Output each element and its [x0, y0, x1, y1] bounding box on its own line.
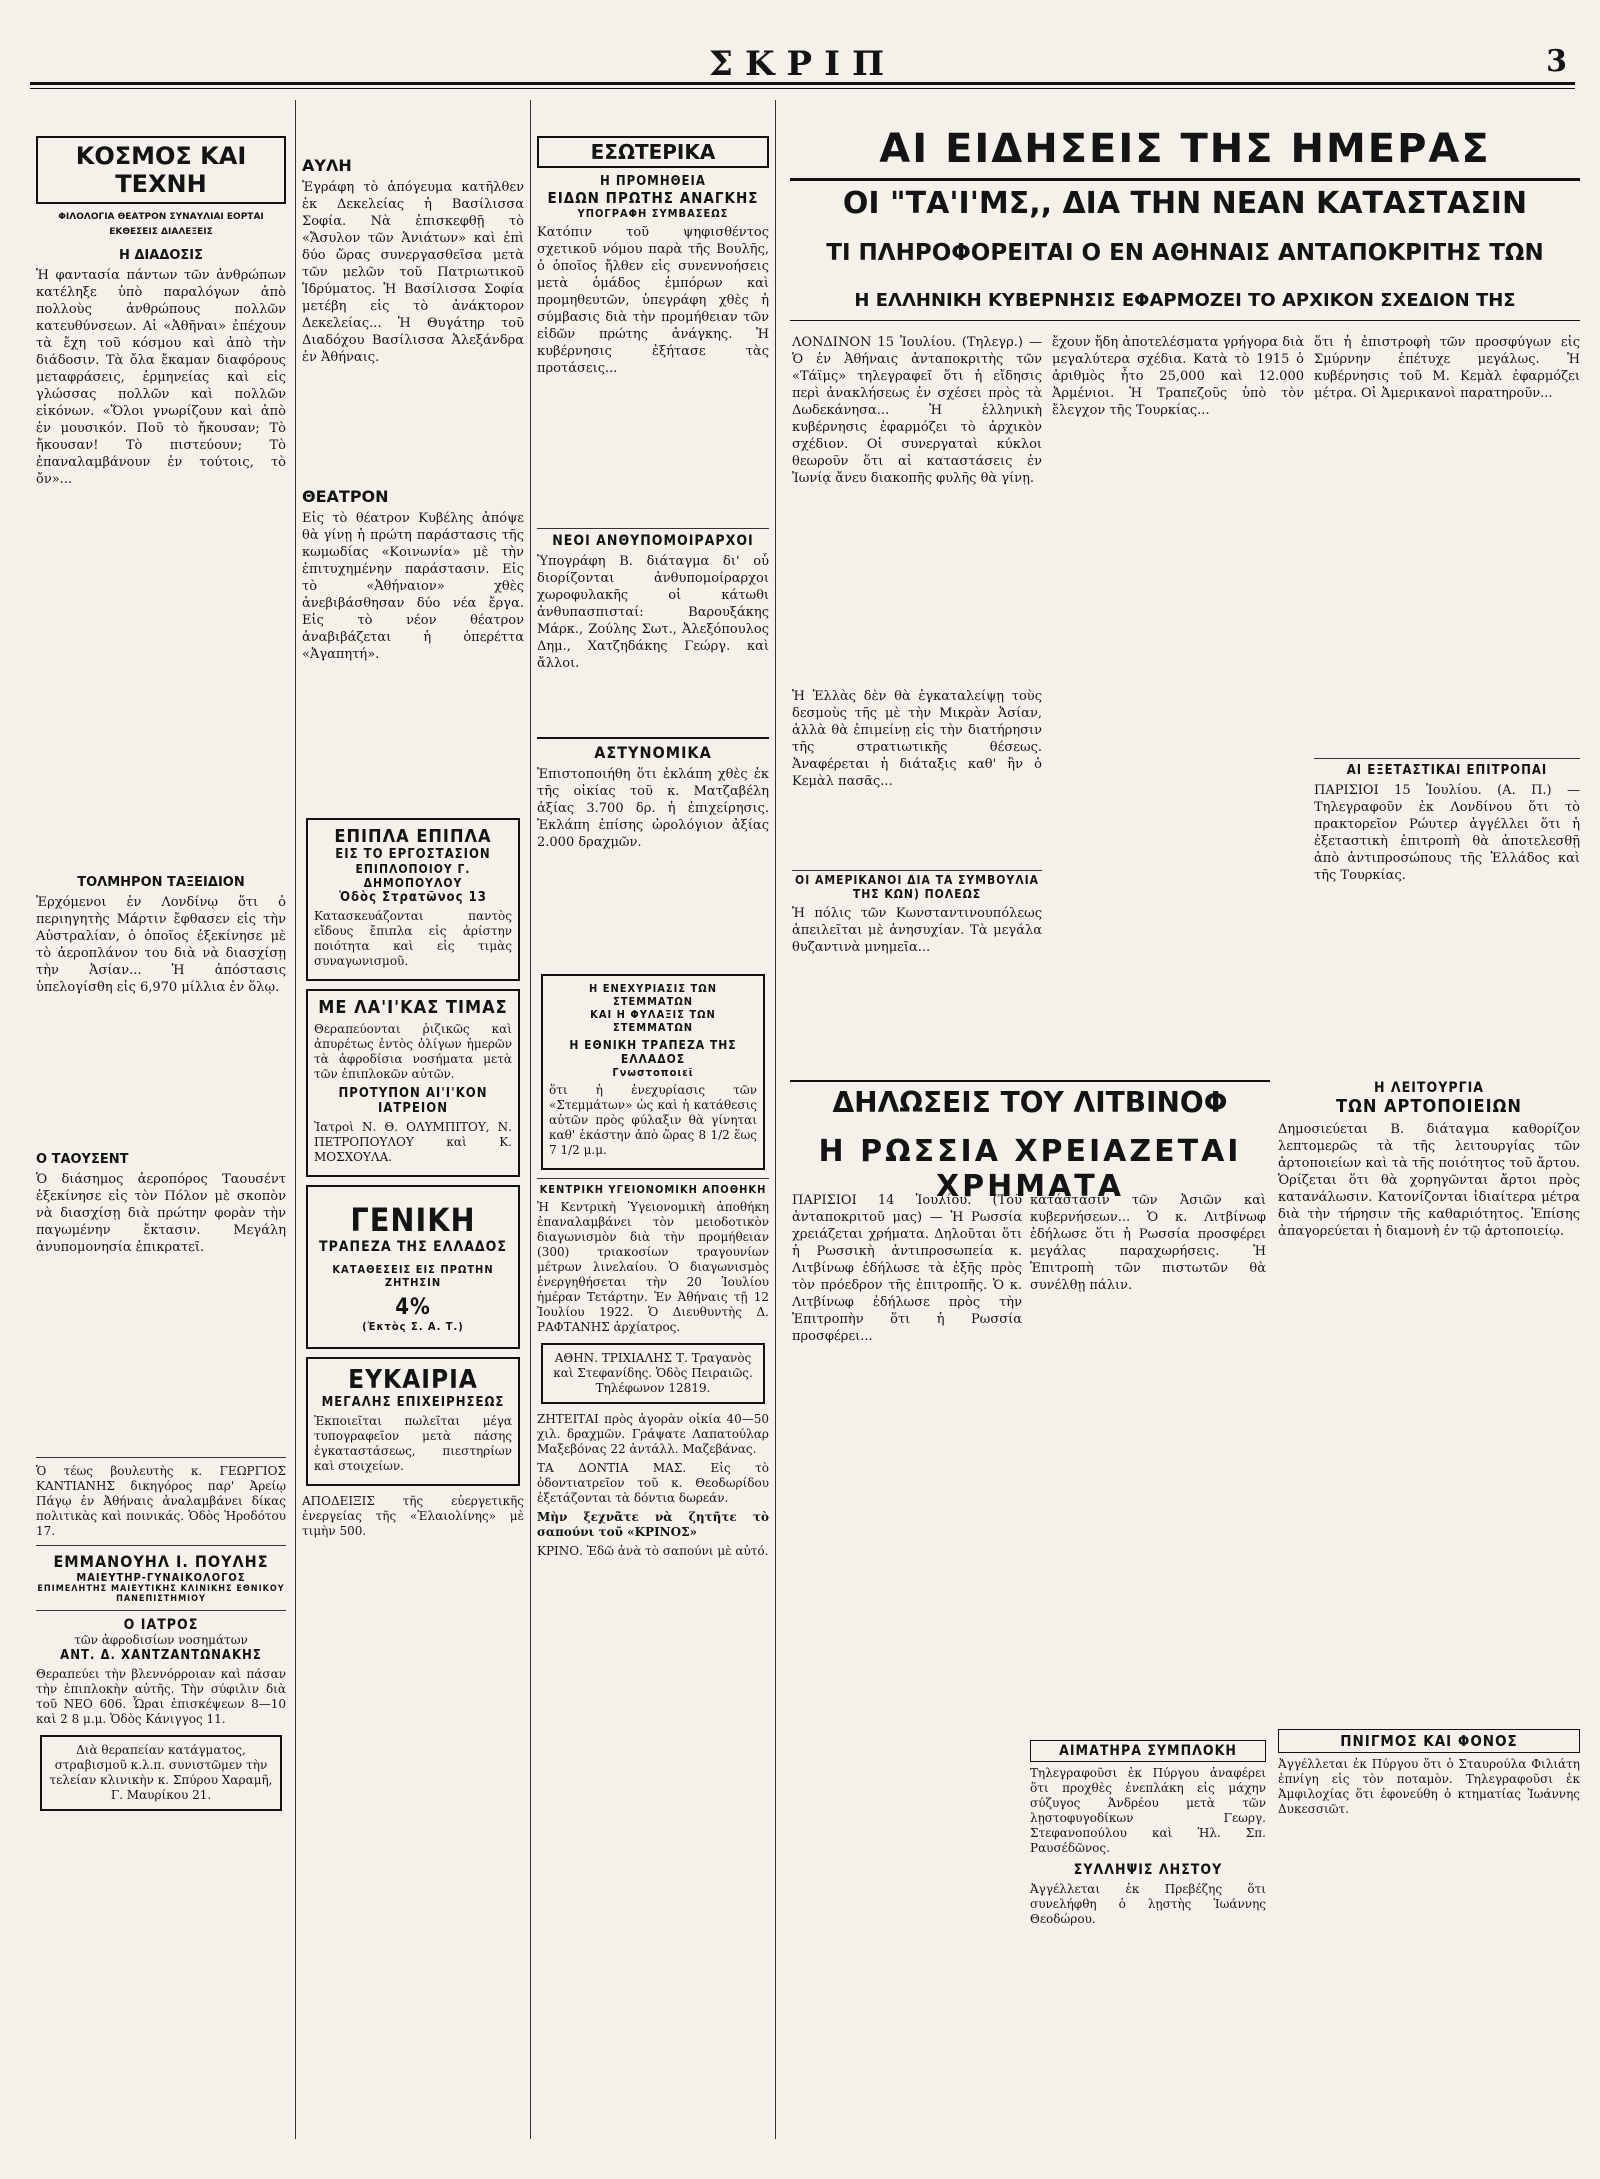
ad-small: ΤΑ ΔΟΝΤΙΑ ΜΑΣ. Εἰς τὸ ὀδοντιατρεῖον τοῦ κ. Θεοδωρίδου ἐξετάζονται τὰ δόντια δωρεάν. [537, 1461, 769, 1505]
article-body: Κατόπιν τοῦ ψηφισθέντος σχετικοῦ νόμου παρὰ τῆς Βουλῆς, ὁ ὁποῖος ἤλθεν εἰς συνεννοήσεις μετὰ ὁμάδος ἐμπόρων καὶ προμηθευτῶν, ὑπεγράφη χθὲς ἡ σύμβασις διὰ τὴν προμήθειαν τῶν εἰδῶν πρώτης ἀνάγκης. Ἡ κυβέρνησις ἐξήτασε τὰς προτάσεις... [537, 225, 769, 376]
article-body: Ἡ Κεντρικὴ Ὑγειονομικὴ ἀποθήκη ἐπαναλαμβάνει τὸν μειοδοτικὸν διαγωνισμὸν διὰ τὴν προμήθειαν (300) τριακοσίων τραγουνίων μέτρων λινελαίου. Ὁ διαγωνισμὸς ἐνεργηθήσεται τὴν 20 Ἰουλίου ἡμέραν Τετάρτην. Ἐν Ἀθήναις τῇ 12 Ἰουλίου 1922. Ὁ Διευθυντὴς Δ. ΡΑΦΤΑΝΗΣ ἀρχίατρος. [537, 1200, 769, 1334]
article-body: Ἡ Ἑλλὰς δὲν θὰ ἐγκαταλείψῃ τοὺς δεσμοὺς τῆς μὲ τὴν Μικρὰν Ἀσίαν, ἀλλὰ θὰ ἐπιμείνῃ εἰς τὴν διατήρησιν τῆς στρατιωτικῆς θέσεως. Ἀναφέρεται ἡ διάταξις καθ' ἣν ὁ Κεμὰλ πασᾶς... [792, 689, 1042, 789]
article-body: ΠΑΡΙΣΙΟΙ 14 Ἰουλίου. (Τοῦ ἀνταποκριτοῦ μας) — Ἡ Ρωσσία χρειάζεται χρήματα. Δηλοῦται ὅτι ἡ Ρωσσικὴ ἀντιπροσωπεία κ. Λιτβίνωφ ἐδήλωσε τὰ ἑξῆς πρὸς τὸν πρόεδρον τῆς ἐπιτροπῆς. Ὁ κ. Λιτβίνωφ ἐδήλωσε πρὸς τὴν Ἐπιτροπὴν ὅτι ἡ Ρωσσία προσφέρει... [792, 1193, 1022, 1344]
article-heading: Ο ΤΑΟΥΣΕΝΤ [36, 1152, 129, 1167]
article-heading: ΤΩΝ ΑΡΤΟΠΟΙΕΙΩΝ [1336, 1096, 1522, 1117]
headline-rule [790, 320, 1580, 321]
ad-doctors: Ἰατροὶ Ν. Θ. ΟΛΥΜΠΙΤΟΥ, Ν. ΠΕΤΡΟΠΟΥΛΟΥ καὶ Κ. ΜΟΣΧΟΥΛΑ. [314, 1120, 512, 1164]
article-heading: ΑΥΛΗ [302, 156, 352, 175]
headline-rule [790, 178, 1580, 181]
article-body: κατάστασιν τῶν Ἀσιῶν καὶ κυβερνήσεων... Ὁ κ. Λιτβίνωφ ἐδήλωσε ὅτι ἡ Ρωσσία προσφέρει μεγάλας παραχωρήσεις. Ἡ Ἐπιτροπὴ τῶν πιστωτῶν θὰ συνέλθῃ πάλιν. [1030, 1193, 1266, 1293]
article-heading: Η ΠΡΟΜΗΘΕΙΑ [600, 174, 706, 189]
article-heading: ΝΕΟΙ ΑΝΘΥΠΟΜΟΙΡΑΡΧΟΙ [537, 528, 769, 549]
page-number: 3 [1546, 44, 1567, 79]
article-body: ΛΟΝΔΙΝΟΝ 15 Ἰουλίου. (Τηλεγρ.) — Ὁ ἐν Ἀθήναις ἀνταποκριτὴς τῶν «Τάϊμς» τηλεγραφεῖ ὅτι ἡ εἴδησις περὶ ἀνακλήσεως ἐν σχέσει πρὸς τὰ Δωδεκάνησα... Ἡ ἑλληνικὴ κυβέρνησις ἐφαρμόζει τὸ ἀρχικὸν σχέδιον. Οἱ συνεργαταὶ κύκλοι θεωροῦν ὅτι αἱ καταστάσεις ἐν Ἰωνίᾳ ἄνευ διακοπῆς φυλῆς θὰ γίνῃ. [792, 335, 1042, 486]
ad-name: ΕΠΙΠΛΟΠΟΙΟΥ Γ. ΔΗΜΟΠΟΥΛΟΥ [355, 862, 471, 890]
notice-heading: ΚΑΙ Η ΦΥΛΑΞΙΣ ΤΩΝ ΣΤΕΜΜΑΤΩΝ [590, 1008, 716, 1034]
national-bank-notice [541, 974, 765, 1170]
ad-name: ΠΡΟΤΥΠΟΝ ΑΙ'Ι'ΚΟΝ ΙΑΤΡΕΙΟΝ [338, 1086, 488, 1116]
litvinov-headline: ΔΗΛΩΣΕΙΣ ΤΟΥ ΛΙΤΒΙΝΟΦ [832, 1086, 1228, 1119]
article-body: ὅτι ἡ ἐπιστροφὴ τῶν προσφύγων εἰς Σμύρνην ἐπέτυχε μεγάλως. Ἡ κυβέρνησις τοῦ Μ. Κεμὰλ ἐφαρμόζει μέτρα. Οἱ Ἀμερικανοὶ παρατηροῦν... [1314, 335, 1580, 401]
russia-headline: Η ΡΩΣΣΙΑ ΧΡΕΙΑΖΕΤΑΙ ΧΡΗΜΑΤΑ [818, 1134, 1242, 1204]
ad-text: Ἐκποιεῖται πωλεῖται μέγα τυπογραφεῖον μετὰ πάσης ἐγκαταστάσεως, πιεστηρίων καὶ στοιχείων. [314, 1414, 512, 1473]
doctor-description: ΕΠΙΜΕΛΗΤΗΣ ΜΑΙΕΥΤΙΚΗΣ ΚΛΙΝΙΚΗΣ ΕΘΝΙΚΟΥ ΠΑΝΕΠΙΣΤΗΜΙΟΥ [37, 1584, 285, 1604]
article-body: Ἡ φαντασία πάντων τῶν ἀνθρώπων κατέληξε ὑπὸ παραλόγων ἀπὸ πολλοὺς ἀνθρώπους πολλῶν κατευθύνσεων. Αἱ «Ἀθῆναι» ἐπέχουν τὰ ἔχη τοῦ κόσμου καὶ ἀπὸ τὴν διάδοσιν. Τὰ ὄλα ἔκαμαν διαφόρους μεταφράσεις, ἐρμηνείας καὶ εἰς γλώσσας πολλῶν καὶ πολλῶν εἰκόνων. «Ὅλοι γνωρίζουν καὶ ἀπὸ ἐν μουσικόν. Ποῦ τὸ ἤκουσαν; Τὸ ἤκουσαν! Τὸ πιστεύουν; Τὸ ἐπαναλαμβάνουν ἐν τούτοις, τὸ ὄν»... [36, 268, 286, 487]
article-heading: Η ΛΕΙΤΟΥΡΓΙΑ [1373, 1080, 1485, 1096]
article-body: ἔχουν ἤδη ἀποτελέσματα γρήγορα διὰ μεγαλύτερα σχέδια. Κατὰ τὸ 1915 ὁ ἀριθμὸς ἦτο 25,000 καὶ 12.000 Ἀρμένιοι. Ἡ Τραπεζοῦς ὑπὸ τὸν ἔλεγχον τῆς Τουρκίας... [1052, 335, 1304, 418]
headline-2: ΤΙ ΠΛΗΡΟΦΟΡΕΙΤΑΙ Ο ΕΝ ΑΘΗΝΑΙΣ ΑΝΤΑΠΟΚΡΙΤΗΣ ΤΩΝ [826, 240, 1544, 266]
section-title: ΚΟΣΜΟΣ ΚΑΙ ΤΕΧΝΗ [75, 142, 247, 198]
article-body: Ἀγγέλλεται ἐκ Πύργου ὅτι ὁ Σταυρούλα Φιλιάτη ἐπνίγη εἰς τὸν ποταμὸν. Τηλεγραφοῦσι ἐκ Ἀμφιλοχίας ὅτι ἐφονεύθη ὁ κτηματίας Ἰωάννης Δυκεσσιῶτ. [1278, 1757, 1580, 1816]
section-header-kosmos [36, 136, 286, 204]
article-body: ΠΑΡΙΣΙΟΙ 15 Ἰουλίου. (Α. Π.) — Τηλεγραφοῦν ἐκ Λονδίνου ὅτι τὸ πρακτορεῖον Ρώυτερ ἀγγέλλει ὅτι ἡ ἐξεταστικὴ ἐπιτροπὴ θὰ ἀποτελεσθῇ ἀπὸ ἀντιπροσώπους τῆς Ἑλλάδος καὶ τῆς Τουρκίας. [1314, 783, 1580, 883]
ad-title: ΕΠΙΠΛΑ ΕΠΙΠΛΑ [334, 826, 492, 847]
ad-small: ΚΡΙΝΟ. Ἐδῶ ἀνὰ τὸ σαπούνι μὲ αὐτό. [537, 1544, 769, 1558]
article-heading: ΣΥΛΛΗΨΙΣ ΛΗΣΤΟΥ [1073, 1862, 1223, 1878]
bank-title: ΓΕΝΙΚΗ [350, 1201, 476, 1239]
news-column-1 [792, 330, 1042, 930]
opportunity-ad [306, 1357, 520, 1486]
article-heading: Η ΔΙΑΔΟΣΙΣ [118, 248, 204, 263]
doctor-title: ΜΑΙΕΥΤΗΡ-ΓΥΝΑΙΚΟΛΟΓΟΣ [76, 1571, 246, 1584]
news-blood-clash [1030, 1740, 1266, 1931]
ad-small: ΑΘΗΝ. ΤΡΙΧΙΑΛΗΣ Τ. Τραγανὸς καὶ Στεφανίδης. Ὁδὸς Πειραιῶς. Τηλέφωνον 12819. [541, 1343, 765, 1404]
ad-title: ΜΕ ΛΑ'Ι'ΚΑΣ ΤΙΜΑΣ [318, 997, 508, 1018]
ad-small: Μὴν ξεχνᾶτε νὰ ζητῆτε τὸ σαπούνι τοῦ «ΚΡΙΝΟΣ» [537, 1510, 769, 1539]
section-rule [790, 1080, 1270, 1082]
article-heading: ΑΣΤΥΝΟΜΙΚΑ [537, 737, 769, 762]
notice-subheading: Γνωστοποιεῖ [612, 1066, 694, 1079]
doctor-subtitle: τῶν ἀφροδισίων νοσημάτων [74, 1633, 248, 1647]
footer-note: ΑΠΟΔΕΙΞΙΣ τῆς εὐεργετικῆς ἐνεργείας τῆς «Ἐλαιολίνης» μὲ τιμὴν 500. [302, 1494, 524, 1538]
headline-1: ΟΙ "ΤΑ'Ι'ΜΣ,, ΔΙΑ ΤΗΝ ΝΕΑΝ ΚΑΤΑΣΤΑΣΙΝ [842, 186, 1528, 221]
column-divider [295, 100, 296, 2139]
main-headline: ΑΙ ΕΙΔΗΣΕΙΣ ΤΗΣ ΗΜΕΡΑΣ [879, 126, 1491, 172]
article-body: Ἐγράφη τὸ ἀπόγευμα κατῆλθεν ἐκ Δεκελείας ἡ Βασίλισσα Σοφία. Νὰ ἐπισκεφθῇ τὸ «Ἄσυλον τῶν Ἀνιάτων» καὶ ἐπὶ δύο ὥρας συνεργασθεῖσα μετὰ τῶν μελῶν τοῦ Πατριωτικοῦ Ἱδρύματος. Ἡ Βασίλισσα Σοφία μετέβη εἰς τὸ ἀνάκτορον Δεκελείας... Ἡ Θυγάτηρ τοῦ Διαδόχου Βασίλισσα Ἀλεξάνδρα ἐν Ἀθήναις. [302, 180, 524, 365]
russia-column-2 [1030, 1188, 1266, 1608]
bank-ad [306, 1185, 520, 1349]
article-body: Τηλεγραφοῦσι ἐκ Πύργου ἀναφέρει ὅτι προχθὲς ἐνεπλάκη εἰς μάχην σύζυγος Ἀνδρέου μετὰ τῶν λῃστοφυγοδίκων Γεωργ. Στεφανοπούλου καὶ Ἠλ. Σπ. Ραυσέδῶνος. [1030, 1766, 1266, 1855]
article-body: Ἡ πόλις τῶν Κωνσταντινουπόλεως ἀπειλεῖται μὲ ἀνησυχίαν. Τὰ μεγάλα θυζαντινὰ μνημεῖα... [792, 906, 1042, 955]
article-heading: ΘΕΑΤΡΟΝ [302, 487, 389, 506]
article-heading: ΑΙ ΕΞΕΤΑΣΤΙΚΑΙ ΕΠΙΤΡΟΠΑΙ [1314, 758, 1580, 778]
article-body: Εἰς τὸ θέατρον Κυβέλης ἀπόψε θὰ γίνῃ ἡ πρώτη παράστασις τῆς κωμωδίας «Κοινωνία» μὲ τὴν ἐπιτυχημένην παράστασιν. Εἰς τὸ «Ἀθήναιον» χθὲς ἀνεβιβάσθησαν δύο νέα ἔργα. Εἰς τὸ νέον θέατρον ἀναβιβάζεται ἡ ὀπερέττα «Ἀγαπητή». [302, 511, 524, 662]
news-column-2 [1052, 330, 1304, 1070]
column-court-theater [302, 100, 524, 2139]
clinic-ad: Διὰ θεραπείαν κατάγματος, στραβισμοῦ κ.λ.π. συνιστῶμεν τὴν τελείαν κλινικὴν κ. Σπύρου Χαραμῆ, Γ. Μαυρίκου 21. [40, 1735, 282, 1811]
article-subheading: ΥΠΟΓΡΑΦΗ ΣΥΜΒΑΣΕΩΣ [577, 207, 729, 220]
article-body: Ἐπιστοποιήθη ὅτι ἐκλάπη χθὲς ἐκ τῆς οἰκίας τοῦ κ. Ματζαβέλη ἀξίας 3.700 δρ. ἡ ἐπιχείρησις. Ἐκλάπη ἐπίσης ὠρολόγιον ἀξίας 2.000 δραχμῶν. [537, 767, 769, 850]
section-header-esoterika [537, 136, 769, 168]
article-heading: ΚΕΝΤΡΙΚΗ ΥΓΕΙΟΝΟΜΙΚΗ ΑΠΟΘΗΚΗ [537, 1178, 769, 1196]
furniture-ad [306, 818, 520, 981]
section-subtitle: ΦΙΛΟΛΟΓΙΑ ΘΕΑΤΡΟΝ ΣΥΝΑΥΛΙΑΙ ΕΟΡΤΑΙ ΕΚΘΕΣΕΙΣ ΔΙΑΛΕΞΕΙΣ [58, 212, 264, 237]
lawyer-notice: Ὁ τέως βουλευτὴς κ. ΓΕΩΡΓΙΟΣ ΚΑΝΤΙΑΝΗΣ δικηγόρος παρ' Ἀρείῳ Πάγῳ ἐν Ἀθήναις ἀναλαμβάνει δίκας πολιτικὰς καὶ ποινικάς. Ὁδὸς Ἡροδότου 17. [36, 1464, 286, 1538]
newspaper-name: ΣΚΡΙΠ [708, 44, 897, 84]
column-esoterika [537, 100, 769, 2139]
article-body: Ὁ διάσημος ἀεροπόρος Ταουσέντ ἐξεκίνησε εἰς τὸν Πόλον μὲ σκοπὸν νὰ διασχίσῃ διὰ πρώτην φορὰν τὴν παγωμένην ἔκτασιν. Μεγάλη ἀνυπομονησία ἐπικρατεῖ. [36, 1172, 286, 1255]
column-divider [775, 100, 776, 2139]
article-body: Ἀγγέλλεται ἐκ Πρεβέζης ὅτι συνελήφθη ὁ λῃστὴς Ἰωάννης Θεοδώρου. [1030, 1882, 1266, 1926]
article-body: Ὑπογράφη Β. διάταγμα δι' οὗ διορίζονται ἀνθυπομοίραρχοι χωροφυλακῆς οἱ κάτωθι ἀνθυπασπισταί: Βαρουξάκης Μάρκ., Ζούλης Σωτ., Ἀλεξόπουλος Δημ., Χατζηδάκης Γεώργ. καὶ ἄλλοι. [537, 554, 769, 671]
ad-text: Κατασκευάζονται παντὸς εἴδους ἔπιπλα εἰς ἀρίστην ποιότητα καὶ εἰς τιμὰς συναγωνισμοῦ. [314, 909, 512, 968]
bank-tax-note: (Ἐκτὸς Σ. Α. Τ.) [362, 1320, 464, 1333]
notice-heading: Η ΕΝΕΧΥΡΙΑΣΙΣ ΤΩΝ ΣΤΕΜΜΑΤΩΝ [588, 982, 717, 1008]
article-heading: ΑΙΜΑΤΗΡΑ ΣΥΜΠΛΟΚΗ [1030, 1740, 1266, 1762]
news-column-3 [1314, 330, 1580, 1070]
ad-address: Ὁδὸς Στρατῶνος 13 [339, 890, 487, 905]
section-title: ΕΣΩΤΕΡΙΚΑ [590, 140, 716, 164]
column-kosmos [36, 100, 286, 2139]
ad-subtitle: ΕΙΣ ΤΟ ΕΡΓΟΣΤΑΣΙΟΝ [335, 847, 491, 862]
doctor-heading: Ο ΙΑΤΡΟΣ [123, 1617, 199, 1633]
bank-rate: 4% [395, 1295, 431, 1320]
ad-title: ΕΥΚΑΙΡΙΑ [348, 1365, 478, 1395]
headline-3: Η ΕΛΛΗΝΙΚΗ ΚΥΒΕΡΝΗΣΙΣ ΕΦΑΡΜΟΖΕΙ ΤΟ ΑΡΧΙΚΟΝ ΣΧΕΔΙΟΝ ΤΗΣ [854, 290, 1516, 311]
clinic-ad [306, 989, 520, 1177]
news-bakers [1278, 1080, 1580, 2140]
russia-column-1 [792, 1188, 1022, 2088]
ad-subtitle: ΜΕΓΑΛΗΣ ΕΠΙΧΕΙΡΗΣΕΩΣ [321, 1395, 505, 1410]
article-heading: ΕΙΔΩΝ ΠΡΩΤΗΣ ΑΝΑΓΚΗΣ [547, 189, 759, 207]
notice-heading: Η ΕΘΝΙΚΗ ΤΡΑΠΕΖΑ ΤΗΣ ΕΛΛΑΔΟΣ [569, 1038, 737, 1066]
article-heading: ΠΝΙΓΜΟΣ ΚΑΙ ΦΟΝΟΣ [1278, 1729, 1580, 1753]
notice-text: ὅτι ἡ ἐνεχυρίασις τῶν «Στεμμάτων» ὡς καὶ ἡ κατάθεσις αὐτῶν πρὸς φύλαξιν θὰ γίνηται καθ' ἑκάστην ἀπὸ ὥρας 8 1/2 ἕως 7 1/2 μ.μ. [549, 1083, 757, 1157]
news-americans [792, 870, 1042, 1070]
article-body: Ἐρχόμενοι ἐν Λονδίνῳ ὅτι ὁ περιηγητὴς Μάρτιν ἔφθασεν εἰς τὴν Αὐστραλίαν, ὁ ὁποῖος ἐξεκίνησε μὲ τὸ ἀεροπλάνον του διὰ νὰ διασχίσῃ τὴν Ἀσίαν... Ἡ ἀπόστασις ὑπελογίσθη εἰς 6,970 μίλλια ἐν ὅλῳ. [36, 895, 286, 995]
bank-text: ΚΑΤΑΘΕΣΕΙΣ ΕΙΣ ΠΡΩΤΗΝ ΖΗΤΗΣΙΝ [332, 1263, 494, 1289]
masthead-rule [30, 82, 1575, 85]
doctor-name: ΕΜΜΑΝΟΥΗΛ Ι. ΠΟΥΛΗΣ [53, 1552, 269, 1571]
doctor-text: Θεραπεύει τὴν βλεννόρροιαν καὶ πάσαν τὴν ἐπιπλοκὴν αὐτῆς. Τὴν σύφιλιν διὰ τοῦ NEO 606. Ὧραι ἐπισκέψεων 8—10 καὶ 2 8 μ.μ. Ὁδὸς Κάνιγγος 11. [36, 1667, 286, 1726]
article-heading: ΟΙ ΑΜΕΡΙΚΑΝΟΙ ΔΙΑ ΤΑ ΣΥΜΒΟΥΛΙΑ ΤΗΣ ΚΩΝ) ΠΟΛΕΩΣ [792, 870, 1042, 901]
bank-subtitle: ΤΡΑΠΕΖΑ ΤΗΣ ΕΛΛΑΔΟΣ [318, 1239, 507, 1255]
ad-text: Θεραπεύονται ῥιζικῶς καὶ ἀπυρέτως ἐντὸς ὀλίγων ἡμερῶν τὰ ἀφροδίσια νοσήματα μετὰ τῶν ἐπιπλοκῶν αὐτῶν. [314, 1022, 512, 1081]
article-body: Δημοσιεύεται Β. διάταγμα καθορίζον λεπτομερῶς τὰ τῆς λειτουργίας τῶν ἀρτοποιείων καὶ τὰ τῆς ποιότητος τοῦ ἄρτου. Ὁρίζεται ὅτι θὰ χορηγῶνται ἄρτοι πρὸς κατανάλωσιν. Κατονίζονται ἰδιαίτερα μέτρα διὰ τὴν τήρησιν τῆς καθαριότητος. Ἐπίσης ἀπαγορεύεται ἡ διαμονὴ ἐν τῷ ἀρτοποιείῳ. [1278, 1122, 1580, 1239]
article-heading: ΤΟΛΜΗΡΟΝ ΤΑΞΕΙΔΙΟΝ [77, 875, 245, 890]
ad-small: ΖΗΤΕΙΤΑΙ πρὸς ἀγορὰν οἰκία 40—50 χιλ. δραχμῶν. Γράψατε Λαπατούλαρ Μαξεβόνας 22 ἀντάλλ. Μαζεβάνας. [537, 1412, 769, 1456]
doctor-name: ΑΝΤ. Δ. ΧΑΝΤΖΑΝΤΩΝΑΚΗΣ [60, 1648, 262, 1663]
column-divider [530, 100, 531, 2139]
masthead-rule-thin [30, 88, 1575, 89]
